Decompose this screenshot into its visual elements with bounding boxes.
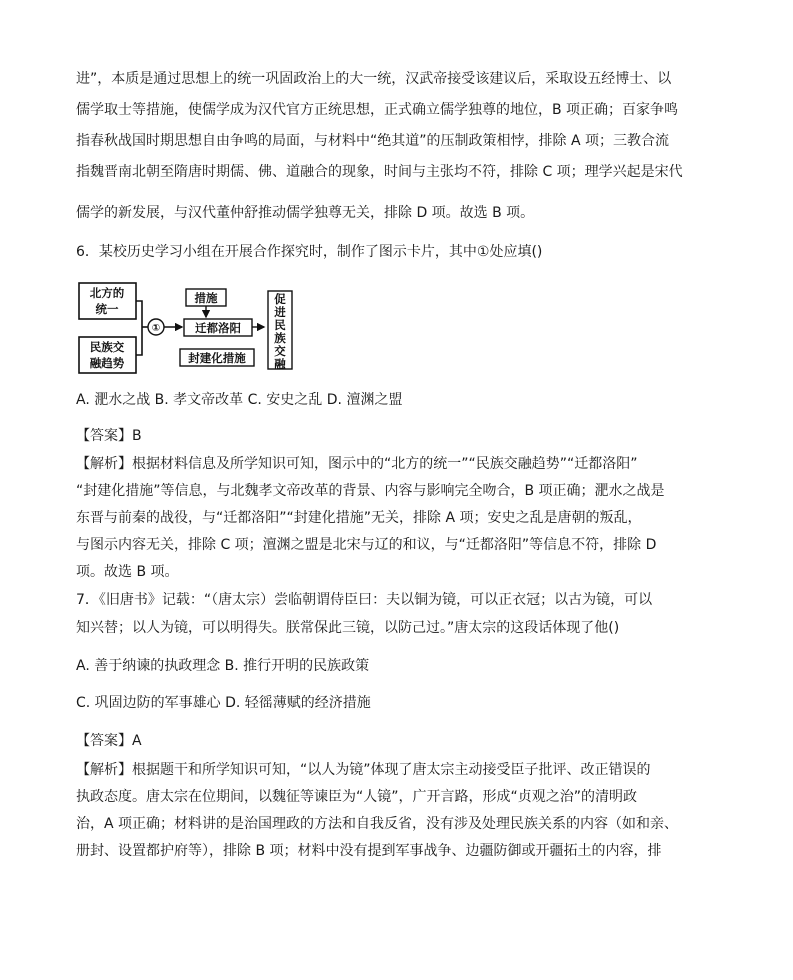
text-line: 与图示内容无关，排除 C 项；澶渊之盟是北宋与辽的和议，与“迁都洛阳”等信息不符，排除 D <box>76 537 657 553</box>
text-line: 进”，本质是通过思想上的统一巩固政治上的大一统，汉武帝接受该建议后，采取设五经博士、以 <box>76 71 672 87</box>
diagram-left-top-line1: 北方的 <box>89 286 125 300</box>
svg-text:交: 交 <box>274 344 286 358</box>
text-line: 项。故选 B 项。 <box>76 564 179 580</box>
svg-text:融: 融 <box>274 357 286 371</box>
question-7-stem: 知兴替；以人为镜，可以明得失。朕常保此三镜，以防己过。”唐太宗的这段话体现了他() <box>76 620 620 636</box>
text-line: 东晋与前秦的战役，与“迁都洛阳”“封建化措施”无关，排除 A 项；安史之乱是唐朝的叛乱， <box>76 510 642 526</box>
text-line: 治，A 项正确；材料讲的是治国理政的方法和自我反省，没有涉及处理民族关系的内容（如和亲、 <box>76 816 679 832</box>
diagram-bracket <box>136 301 142 355</box>
svg-text:族: 族 <box>274 331 286 345</box>
diagram-left-bottom-line2: 融趋势 <box>89 356 125 370</box>
question-7-stem: 7．《旧唐书》记载：“（唐太宗）尝临朝谓侍臣曰：夫以铜为镜，可以正衣冠；以古为镜，可以 <box>76 592 653 608</box>
question-7-options: C. 巩固边防的军事雄心 D. 轻徭薄赋的经济措施 <box>76 695 371 711</box>
text-line: 儒学取士等措施，使儒学成为汉代官方正统思想，正式确立儒学独尊的地位，B 项正确；百家争鸣 <box>76 102 679 118</box>
svg-text:进: 进 <box>274 305 286 319</box>
text-line: 【解析】根据题干和所学知识可知，“以人为镜”体现了唐太宗主动接受臣子批评、改正错误的 <box>76 762 651 778</box>
svg-text:民: 民 <box>274 318 286 332</box>
question-6-stem: 6．某校历史学习小组在开展合作探究时，制作了图示卡片，其中①处应填() <box>76 244 543 260</box>
question-6-diagram <box>78 282 298 374</box>
text-line: “封建化措施”等信息，与北魏孝文帝改革的背景、内容与影响完全吻合，B 项正确；淝水之战是 <box>76 483 665 499</box>
diagram-left-top-line2: 统一 <box>95 302 119 316</box>
question-6-answer: 【答案】B <box>76 428 142 444</box>
question-6-options: A. 淝水之战 B. 孝文帝改革 C. 安史之乱 D. 澶渊之盟 <box>76 392 403 408</box>
text-line: 【解析】根据材料信息及所学知识可知，图示中的“北方的统一”“民族交融趋势”“迁都洛阳” <box>76 456 638 472</box>
svg-text:措施: 措施 <box>194 291 218 305</box>
svg-text:迁都洛阳: 迁都洛阳 <box>195 321 241 335</box>
text-line: 册封、设置都护府等），排除 B 项；材料中没有提到军事战争、边疆防御或开疆拓土的内容，排 <box>76 843 662 859</box>
diagram-left-bottom-line1: 民族交 <box>89 340 125 354</box>
question-7-options: A. 善于纳谏的执政理念 B. 推行开明的民族政策 <box>76 658 370 674</box>
svg-text:促: 促 <box>274 292 286 306</box>
question-7-answer: 【答案】A <box>76 733 142 749</box>
text-line: 指魏晋南北朝至隋唐时期儒、佛、道融合的现象，时间与主张均不符，排除 C 项；理学兴起是宋代 <box>76 164 683 180</box>
text-line: 执政态度。唐太宗在位期间，以魏征等谏臣为“人镜”，广开言路，形成“贞观之治”的清明政 <box>76 789 638 805</box>
text-line: 儒学的新发展，与汉代董仲舒推动儒学独尊无关，排除 D 项。故选 B 项。 <box>76 205 535 221</box>
svg-text:封建化措施: 封建化措施 <box>188 351 246 365</box>
svg-text:①: ① <box>151 323 161 334</box>
text-line: 指春秋战国时期思想自由争鸣的局面，与材料中“绝其道”的压制政策相悖，排除 A 项；三教合流 <box>76 133 669 149</box>
